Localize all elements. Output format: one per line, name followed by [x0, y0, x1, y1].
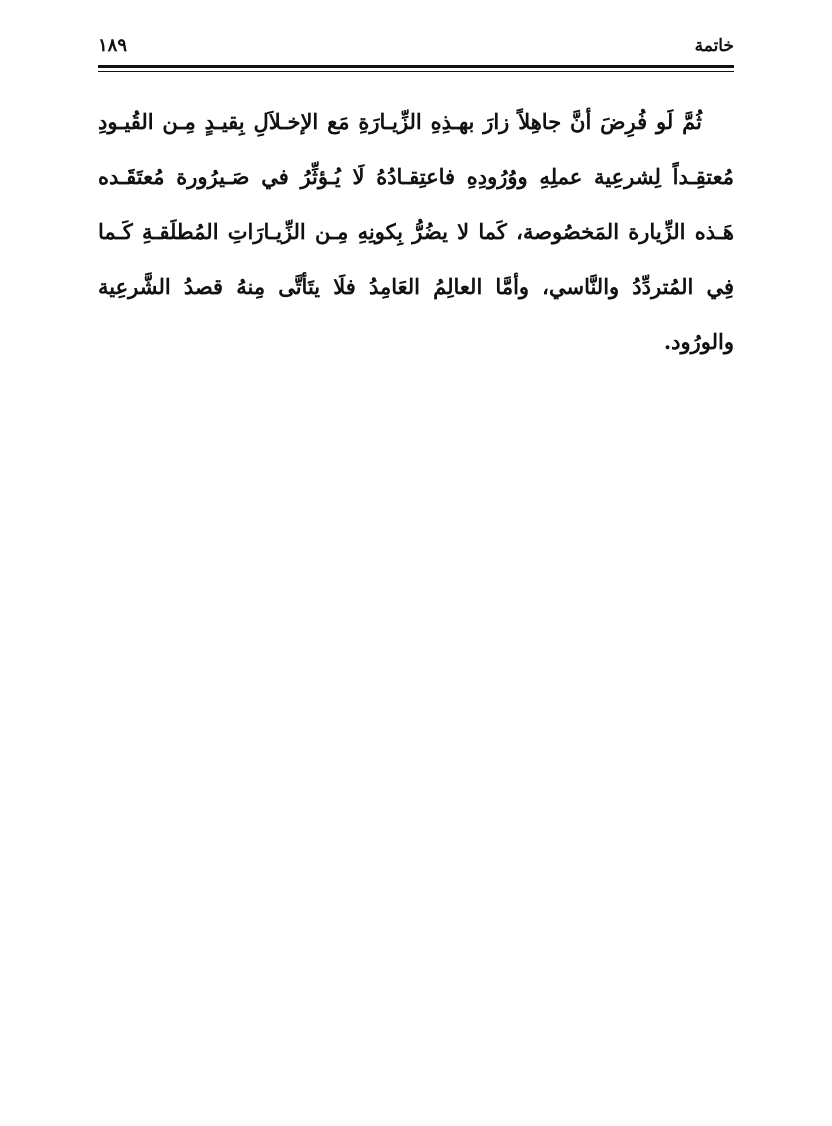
header-rule-thick: [98, 65, 734, 68]
chapter-title: خاتمة: [694, 36, 734, 56]
running-header: [98, 32, 734, 60]
page-number: ١٨٩: [98, 35, 128, 56]
header-rule-thin: [98, 71, 734, 72]
body-paragraph: ثُمَّ لَو فُرِضَ أنَّ جاهِلاً زارَ بهـذِهِ الزِّيـارَةِ مَع الإخـلاَلِ بِقيـدٍ مِـن القُيـودِ مُعتقِـداً لِشرعِية عملِهِ ووُرُودِهِ فاعتِقـادُهُ لَا يُـؤثِّرُ في صَـيرُورة مُعتَقَـده هَـذه الزِّيارة المَخصُوصة، كَما لا يضُرُّ بِكونِهِ مِـن الزِّيـارَاتِ المُطلَقـةِ كَـما فِي المُتردِّدُ والنَّاسي، وأمَّا العالِمُ العَامِدُ فلَا يتَأتَّى مِنهُ قصدُ الشَّرعِية والورُود.: [98, 109, 734, 354]
